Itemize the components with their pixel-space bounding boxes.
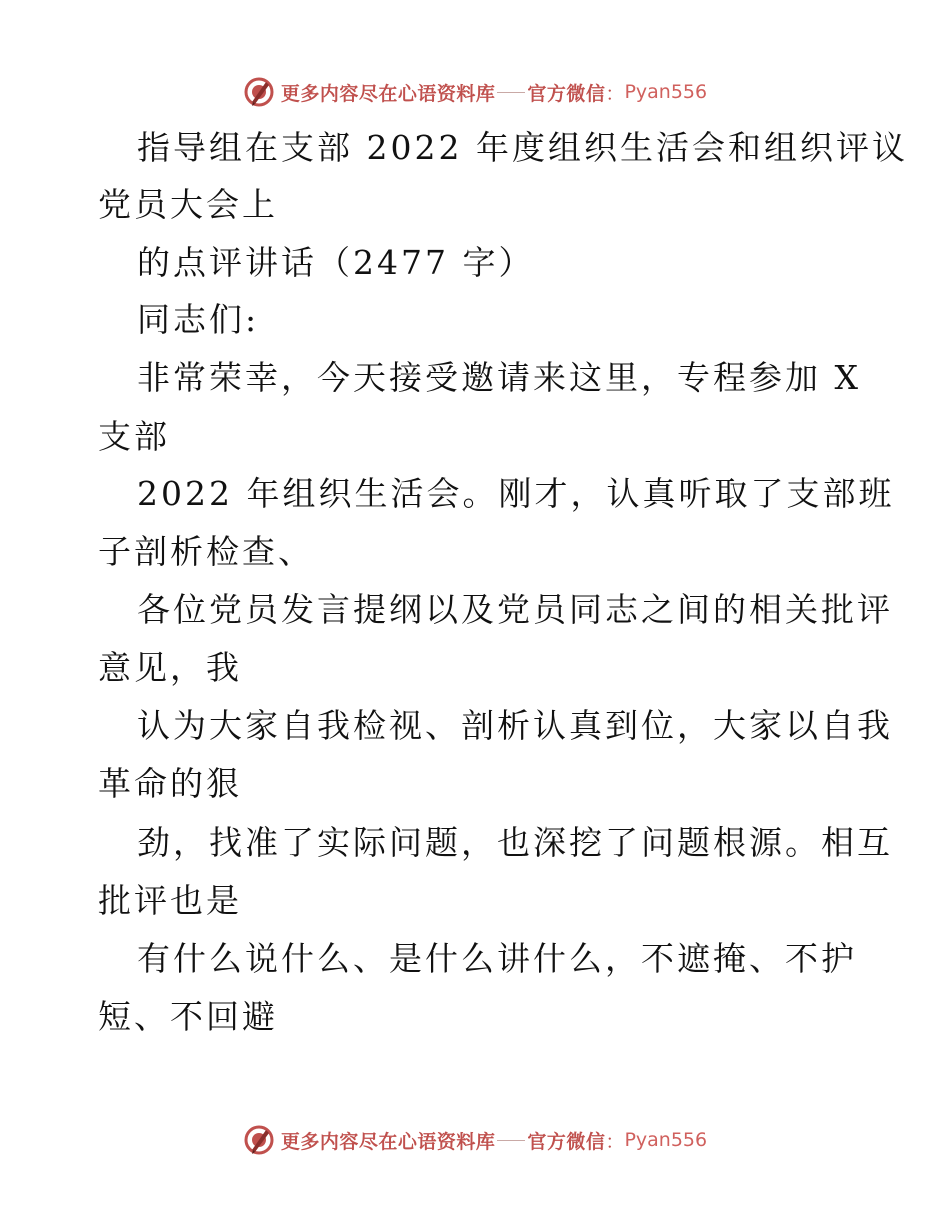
doc-line: 支部	[98, 417, 170, 456]
doc-line: 的点评讲话（2477 字）	[137, 243, 535, 282]
doc-line: 认为大家自我检视、剖析认真到位，大家以自我	[137, 706, 893, 745]
watermark-colon: ：	[605, 1130, 625, 1153]
watermark-colon: ：	[605, 82, 625, 105]
doc-line: 同志们:	[137, 300, 260, 339]
watermark-text: 更多内容尽在心语资料库	[280, 1130, 496, 1153]
doc-line: 有什么说什么、是什么讲什么，不遮掩、不护	[137, 939, 857, 978]
doc-line: 各位党员发言提纲以及党员同志之间的相关批评	[137, 590, 893, 629]
footer-watermark	[0, 1118, 950, 1162]
watermark-text: 更多内容尽在心语资料库	[280, 82, 496, 105]
watermark-id: Pyan556	[624, 1129, 708, 1151]
doc-line: 劲，找准了实际问题，也深挖了问题根源。相互	[137, 823, 893, 862]
doc-line: 党员大会上	[98, 185, 278, 224]
pen-seal-logo-icon	[243, 1124, 275, 1156]
doc-line: 短、不回避	[98, 997, 278, 1036]
doc-line: 批评也是	[98, 881, 242, 920]
doc-line: 意见，我	[98, 648, 242, 687]
watermark-dash	[497, 92, 525, 93]
doc-line: 指导组在支部 2022 年度组织生活会和组织评议	[137, 128, 908, 167]
doc-line: 子剖析检查、	[98, 532, 314, 571]
doc-line: 非常荣幸，今天接受邀请来这里，专程参加 X	[137, 358, 861, 397]
header-watermark	[0, 70, 950, 114]
watermark-suffix: 官方微信	[527, 82, 606, 105]
watermark-suffix: 官方微信	[527, 1130, 606, 1153]
pen-seal-logo-icon	[243, 76, 275, 108]
doc-line: 2022 年组织生活会。刚才，认真听取了支部班	[137, 474, 895, 513]
watermark-id: Pyan556	[624, 81, 708, 103]
watermark-dash	[497, 1140, 525, 1141]
doc-line: 革命的狠	[98, 764, 242, 803]
